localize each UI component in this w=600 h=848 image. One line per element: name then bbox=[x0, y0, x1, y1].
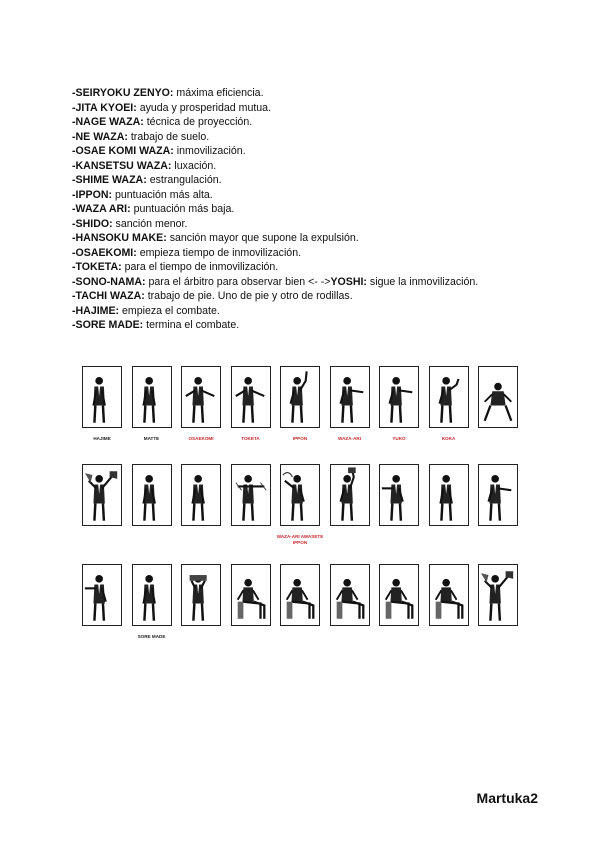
glossary-definition: termina el combate. bbox=[143, 319, 240, 331]
glossary-term: -KANSETSU WAZA: bbox=[72, 159, 172, 172]
glossary-term: -HAJIME: bbox=[72, 304, 120, 317]
referee-figure bbox=[82, 464, 122, 526]
referee-figure bbox=[478, 564, 518, 626]
glossary-definition: sanción mayor que supone la expulsión. bbox=[166, 232, 359, 244]
glossary-definition: para el tiempo de inmovilización. bbox=[121, 261, 279, 273]
glossary-term: -NAGE WAZA: bbox=[72, 116, 144, 128]
referee-figure bbox=[181, 564, 221, 626]
glossary-term: -WAZA ARI: bbox=[72, 203, 131, 215]
glossary-term: -SORE MADE: bbox=[72, 319, 144, 331]
glossary-definition: inmovilización. bbox=[173, 145, 246, 157]
referee-figure bbox=[231, 464, 271, 526]
referee-figure bbox=[280, 564, 320, 626]
glossary-entry bbox=[72, 231, 552, 246]
referee-figure bbox=[132, 366, 172, 428]
glossary-entry bbox=[72, 304, 552, 319]
glossary-term: -IPPON: bbox=[72, 188, 113, 201]
figure-row bbox=[76, 366, 526, 466]
glossary-definition: estrangulación. bbox=[146, 174, 222, 186]
referee-figure bbox=[379, 564, 419, 626]
referee-figure bbox=[379, 366, 419, 428]
glossary-term: -SONO-NAMA: bbox=[72, 275, 146, 288]
referee-figure bbox=[330, 464, 370, 526]
glossary-term: -TOKETA: bbox=[72, 261, 122, 273]
figure-caption: SORE MADE bbox=[137, 634, 166, 639]
referee-figure bbox=[181, 366, 221, 428]
glossary-entry bbox=[72, 217, 552, 232]
glossary-definition: empieza el combate. bbox=[119, 304, 220, 317]
glossary-definition: puntuación más alta. bbox=[112, 188, 213, 201]
figure-caption: HAJIME bbox=[93, 436, 111, 441]
glossary-term: -JITA KYOEI: bbox=[72, 101, 137, 114]
referee-figure bbox=[478, 464, 518, 526]
glossary-entry bbox=[72, 115, 552, 130]
glossary-definition: trabajo de pie. Uno de pie y otro de rodillas. bbox=[144, 290, 353, 302]
glossary-definition: para el árbitro para observar bien <- -> bbox=[145, 275, 331, 288]
referee-figure bbox=[478, 366, 518, 428]
glossary-entry bbox=[72, 289, 552, 304]
referee-figure bbox=[330, 366, 370, 428]
referee-figure bbox=[82, 564, 122, 626]
referee-figure bbox=[181, 464, 221, 526]
glossary-term: -OSAE KOMI WAZA: bbox=[72, 145, 174, 157]
referee-figure bbox=[379, 464, 419, 526]
referee-figure bbox=[132, 564, 172, 626]
glossary-term: -SHIME WAZA: bbox=[72, 174, 147, 186]
referee-signals-figure bbox=[76, 360, 526, 665]
glossary-definition: empieza tiempo de inmovilización. bbox=[136, 246, 302, 259]
referee-figure bbox=[330, 564, 370, 626]
figure-caption: WAZA-ARI AWASETE IPPON bbox=[276, 534, 324, 545]
glossary-entry bbox=[72, 202, 552, 217]
glossary-entry bbox=[72, 101, 552, 116]
glossary-definition: luxación. bbox=[171, 159, 217, 172]
figure-row bbox=[76, 564, 526, 664]
glossary bbox=[72, 86, 552, 333]
glossary-entry bbox=[72, 260, 552, 275]
glossary-term: -SHIDO: bbox=[72, 217, 113, 230]
figure-caption: IPPON bbox=[292, 436, 308, 441]
glossary-term: -SEIRYOKU ZENYO: bbox=[72, 87, 174, 99]
glossary-definition: puntuación más baja. bbox=[130, 203, 235, 215]
referee-figure bbox=[280, 366, 320, 428]
referee-figure bbox=[429, 464, 469, 526]
glossary-entry bbox=[72, 159, 552, 174]
referee-figure bbox=[231, 366, 271, 428]
referee-figure bbox=[231, 564, 271, 626]
referee-figure bbox=[429, 564, 469, 626]
figure-caption: YUKO bbox=[392, 436, 406, 441]
glossary-definition: técnica de proyección. bbox=[143, 116, 253, 128]
glossary-term: -HANSOKU MAKE: bbox=[72, 232, 167, 244]
glossary-entry bbox=[72, 275, 552, 290]
glossary-entry bbox=[72, 86, 552, 101]
glossary-definition: trabajo de suelo. bbox=[127, 130, 210, 143]
figure-caption: TOKETA bbox=[241, 436, 260, 441]
signature: Martuka2 bbox=[476, 790, 538, 806]
glossary-definition: máxima eficiencia. bbox=[173, 87, 264, 99]
figure-caption: WAZA-ARI bbox=[338, 436, 361, 441]
glossary-term: -NE WAZA: bbox=[72, 130, 128, 143]
glossary-entry bbox=[72, 318, 552, 333]
glossary-term: -OSAEKOMI: bbox=[72, 246, 137, 259]
glossary-definition: sigue la inmovilización. bbox=[366, 275, 479, 288]
figure-caption: KOKA bbox=[441, 436, 456, 441]
glossary-term: -TACHI WAZA: bbox=[72, 290, 145, 302]
referee-figure bbox=[82, 366, 122, 428]
referee-figure bbox=[429, 366, 469, 428]
glossary-definition: sanción menor. bbox=[112, 217, 188, 230]
figure-caption: OSAEKOMI bbox=[188, 436, 214, 441]
glossary-entry bbox=[72, 130, 552, 145]
glossary-entry bbox=[72, 246, 552, 261]
figure-caption: MATTE bbox=[143, 436, 160, 441]
figure-row bbox=[76, 464, 526, 564]
glossary-entry bbox=[72, 188, 552, 203]
glossary-entry bbox=[72, 173, 552, 188]
glossary-definition: ayuda y prosperidad mutua. bbox=[136, 101, 272, 114]
glossary-term: YOSHI: bbox=[330, 275, 367, 288]
glossary-entry bbox=[72, 144, 552, 159]
referee-figure bbox=[132, 464, 172, 526]
referee-figure bbox=[280, 464, 320, 526]
